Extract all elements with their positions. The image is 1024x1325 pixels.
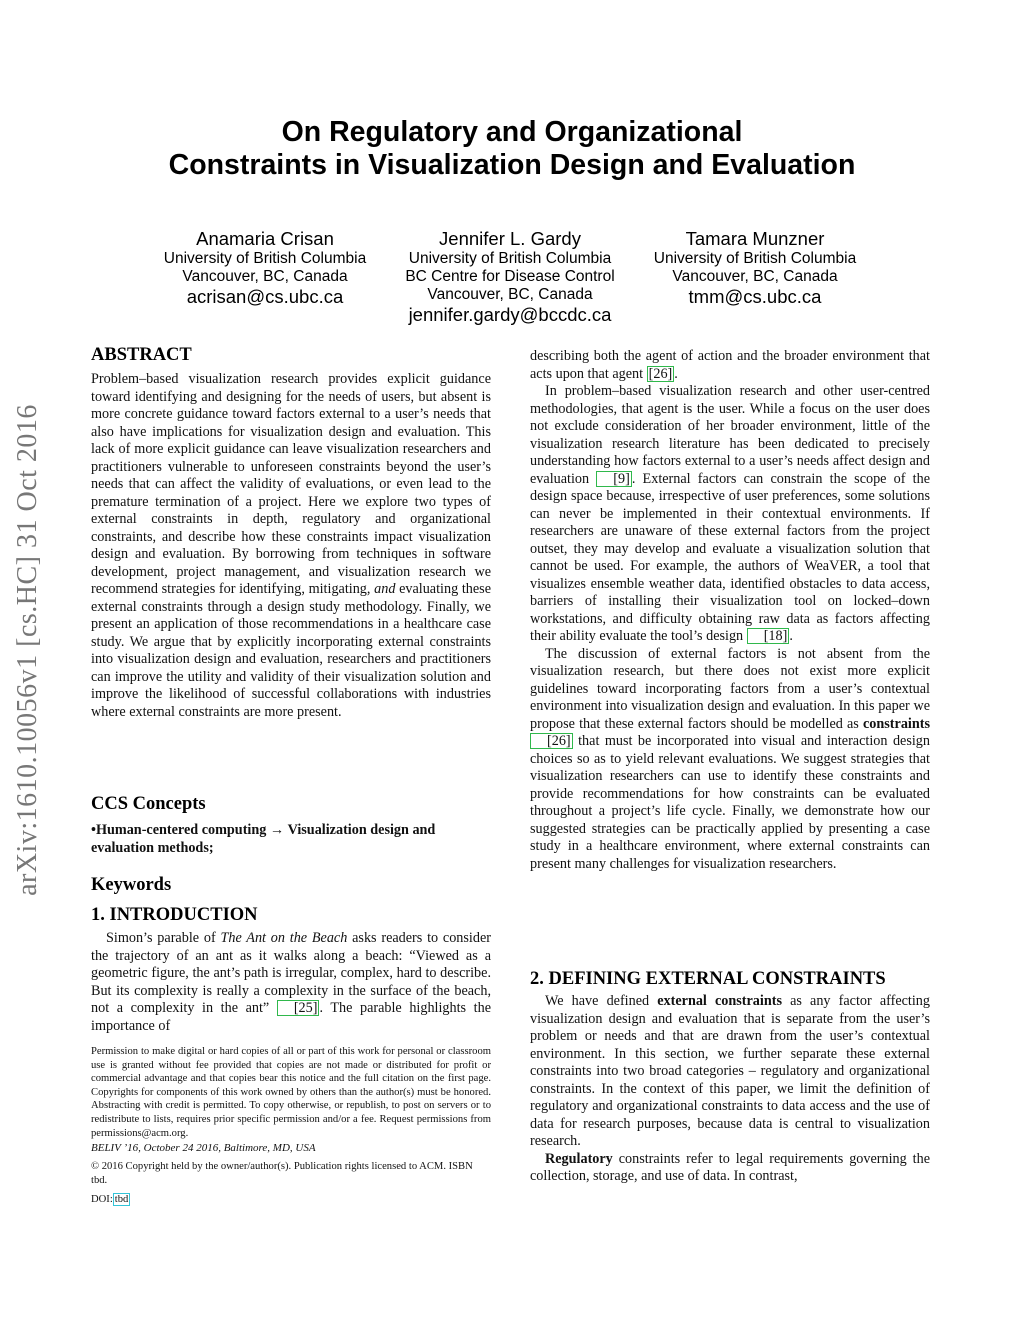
permission-notice: Permission to make digital or hard copies of all or part of this work for personal or classroom use is granted without fee provided that copies are not made or distributed for profit or commercial advantage and that copies bear this notice and the full citation on the first page. Copyrights for components of this work owned by others than the author(s) must be honored. Abstracting with credit is permitted. To copy otherwise, or republish, to post on servers or to redistribute to lists, requires prior specific permission and/or a fee. Request permissions from permissions@acm.org. (91, 1046, 491, 1139)
ccs-section (91, 792, 491, 857)
keywords-heading: Keywords (91, 875, 172, 895)
title-line-1: On Regulatory and Organizational (281, 116, 743, 148)
copyright-icon: © (91, 1161, 100, 1172)
ccs-concepts: •Human-centered computing → Visualization design and evaluation methods; (91, 822, 436, 856)
introduction-section (91, 903, 491, 1035)
author-affiliation-2: BC Centre for Disease Control (405, 268, 615, 285)
section-2-paragraph-1: We have defined external constraints as any factor affecting visualization design and evaluation that is separate from the user’s problem or needs and that are drawn from the user’s contextual environment. In this section, we further separate these external constraints into two broad categories – regulatory and organizational constraints. In the context of this paper, we limit the definition of regulatory and organizational constraints to data access and the use of data for research purposes, because data is central to visualization research. (530, 993, 930, 1149)
title-line-2: Constraints in Visualization Design and Evaluation (168, 149, 856, 181)
section-2 (530, 967, 930, 1186)
right-column (530, 348, 930, 873)
abstract-heading: ABSTRACT (91, 345, 192, 365)
author-affiliation: University of British Columbia (653, 250, 857, 267)
intro-paragraph-2: In problem–based visualization research and other user-centred methodologies, that agent is the user. While a focus on the user does not exclude consideration of her broader environment, little of the visualization research literature has been dedicated to precisely understanding how factors external to a user’s needs affect design and evaluation [9] . External factors can constrain the scope of the design space because, irrespective of user preferences, some solutions can never be implemented in their contextual environments. If researchers are unaware of these external factors from the project outset, they may develop and evaluate a visualization solution that cannot be used. For example, the authors of WeaVER, a tool that visualizes ensemble weather data, identified obstacles to data access, barriers of installing their visualization tool on locked–down workstations, and difficulty obtaining raw data as factors affecting their ability evaluate the tool’s design [18] . (530, 383, 930, 644)
intro-heading: 1. INTRODUCTION (91, 905, 258, 925)
section-2-paragraph-2: Regulatory constraints refer to legal requirements governing the collection, storage, and use of data. In contrast, (530, 1150, 930, 1184)
author-email: jennifer.gardy@bccdc.ca (408, 304, 612, 325)
author-location: Vancouver, BC, Canada (182, 268, 348, 285)
citation-link[interactable]: [26] (530, 733, 573, 749)
author-name: Tamara Munzner (685, 228, 825, 249)
intro-paragraph-1: Simon’s parable of The Ant on the Beach asks readers to consider the trajectory of an ant as it walks along a beach: “Viewed as a geometric figure, the ant’s path is irregular, complex, hard to describe. But its complexity is really a complexity in the surface of the beach, not a complexity in the ant” [25] . The parable highlights the importance of (91, 930, 491, 1034)
ccs-heading: CCS Concepts (91, 794, 206, 814)
author-location: Vancouver, BC, Canada (427, 286, 593, 303)
paper-title (0, 116, 1024, 182)
venue-line: BELIV ’16, October 24 2016, Baltimore, MD, USA (91, 1142, 316, 1154)
section-2-heading: 2. DEFINING EXTERNAL CONSTRAINTS (530, 969, 886, 989)
intro-paragraph-3: The discussion of external factors is not absent from the visualization research, but there does not exist more explicit guidelines toward incorporating factors from a user’s contextual environment into visualization design and evaluation. In this paper we propose that these external factors should be modelled as constraints [26] that must be incorporated into visual and interaction design choices so as to yield relevant evaluations. We suggest strategies that visualization researchers can use to identify these constraints and provide recommendations for how constraints can be evaluated throughout a project’s life cycle. Finally, we demonstrate how our suggested strategies can be practically applied by presenting a case study in a healthcare environment, where external constraints can present many challenges for visualization researchers. (530, 645, 930, 872)
author-block-2 (385, 228, 635, 326)
citation-link[interactable]: [26] (648, 365, 673, 382)
arxiv-identifier: arXiv:1610.10056v1 [cs.HC] 31 Oct 2016 (12, 404, 43, 896)
author-block-1 (140, 228, 390, 308)
author-affiliation: University of British Columbia (408, 250, 612, 267)
citation-link[interactable]: [25] (277, 1000, 320, 1016)
author-email: acrisan@cs.ubc.ca (186, 286, 344, 307)
intro-continuation: describing both the agent of action and the broader environment that acts upon that agent [26] . (530, 348, 930, 382)
abstract-text: Problem–based visualization research provides explicit guidance toward identifying and designing for the needs of users, but absent is more concrete guidance toward factors external to a user’s needs that also have implications for visualization design and evaluation. This lack of more explicit guidance can leave visualization researchers and practitioners vulnerable to unforeseen constraints beyond the user’s needs that can affect the validity of evaluations, or even lead to the premature termination of a project. Here we explore two types of external constraints in depth, regulatory and organizational constraints, and describe how these constraints impact visualization design and evaluation. By borrowing from techniques in software development, project management, and visualization research we recommend strategies for identifying, mitigating, and evaluating these external constraints through a design study methodology. Finally, we present an application of those recommendations in a healthcare case study. We argue that by explicitly incorporating external constraints into visualization design and evaluation, researchers and practitioners can improve the utility and validity of their visualization solution and improve the likelihood of successful collaborations with industries where external constraints are more present. (91, 371, 491, 720)
doi-link[interactable]: tbd (114, 1194, 129, 1205)
doi-line: DOI: tbd (91, 1194, 129, 1205)
author-name: Jennifer L. Gardy (439, 228, 581, 249)
author-email: tmm@cs.ubc.ca (688, 286, 822, 307)
citation-link[interactable]: [18] (747, 628, 790, 644)
author-location: Vancouver, BC, Canada (672, 268, 838, 285)
author-affiliation: University of British Columbia (163, 250, 367, 267)
left-column (91, 343, 491, 721)
copyright-line: © 2016 Copyright held by the owner/author(s). Publication rights licensed to ACM. ISBN tbd. (91, 1161, 473, 1186)
keywords-section (91, 873, 491, 897)
citation-link[interactable]: [9] (596, 471, 632, 487)
author-block-3 (630, 228, 880, 308)
author-name: Anamaria Crisan (196, 228, 334, 249)
